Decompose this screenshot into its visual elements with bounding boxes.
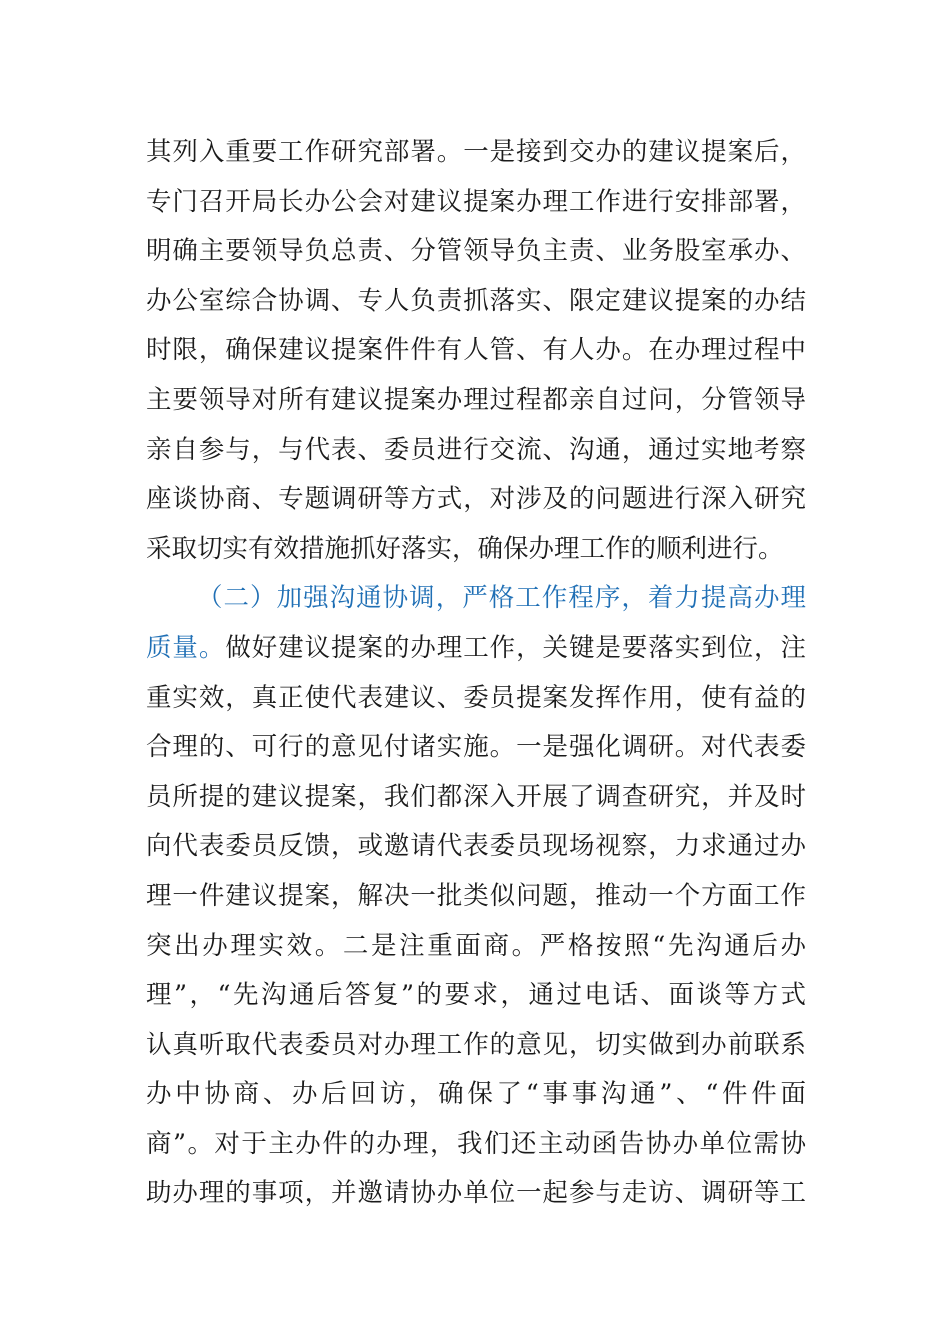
paragraph-2 [146, 574, 806, 1219]
text-line: 商”。对于主办件的办理，我们还主动函告协办单位需协 [146, 1128, 806, 1159]
text-line: 座谈协商、专题调研等方式，对涉及的问题进行深入研究 [146, 484, 806, 515]
text-line: 认真听取代表委员对办理工作的意见，切实做到办前联系 [146, 1029, 806, 1060]
text-line [146, 624, 806, 674]
text-line: 采取切实有效措施抓好落实，确保办理工作的顺利进行。 [146, 533, 784, 564]
text-line: 专门召开局长办公会对建议提案办理工作进行安排部署， [146, 186, 806, 217]
text-line: 亲自参与，与代表、委员进行交流、沟通，通过实地考察 [146, 434, 806, 465]
text-line: 理”，“先沟通后答复”的要求，通过电话、面谈等方式 [146, 980, 806, 1011]
text-line: 员所提的建议提案，我们都深入开展了调查研究，并及时 [146, 781, 806, 812]
section-heading: （二）加强沟通协调，严格工作程序，着力提高办理 [197, 583, 806, 614]
text-line: 办中协商、办后回访，确保了“事事沟通”、“件件面 [146, 1079, 806, 1110]
paragraph-2-opening: 做好建议提案的办理工作，关键是要落实到位，注 [225, 632, 806, 663]
paragraph-1 [146, 128, 806, 574]
section-heading-end: 质量。 [146, 632, 226, 663]
text-line: 主要领导对所有建议提案办理过程都亲自过问，分管领导 [146, 384, 806, 415]
text-line: 助办理的事项，并邀请协办单位一起参与走访、调研等工 [146, 1178, 806, 1209]
section-heading-line [146, 574, 806, 624]
text-line: 合理的、可行的意见付诸实施。一是强化调研。对代表委 [146, 732, 806, 763]
text-line: 时限，确保建议提案件件有人管、有人办。在办理过程中 [146, 335, 806, 366]
text-line: 理一件建议提案，解决一批类似问题，推动一个方面工作 [146, 880, 806, 911]
document-body [146, 128, 806, 1219]
text-line: 明确主要领导负总责、分管领导负主责、业务股室承办、 [146, 236, 806, 267]
text-line: 重实效，真正使代表建议、委员提案发挥作用，使有益的 [146, 682, 806, 713]
text-line: 突出办理实效。二是注重面商。严格按照“先沟通后办 [146, 930, 806, 961]
text-line: 办公室综合协调、专人负责抓落实、限定建议提案的办结 [146, 285, 806, 316]
text-line: 向代表委员反馈，或邀请代表委员现场视察，力求通过办 [146, 831, 806, 862]
text-line: 其列入重要工作研究部署。一是接到交办的建议提案后， [146, 137, 806, 167]
